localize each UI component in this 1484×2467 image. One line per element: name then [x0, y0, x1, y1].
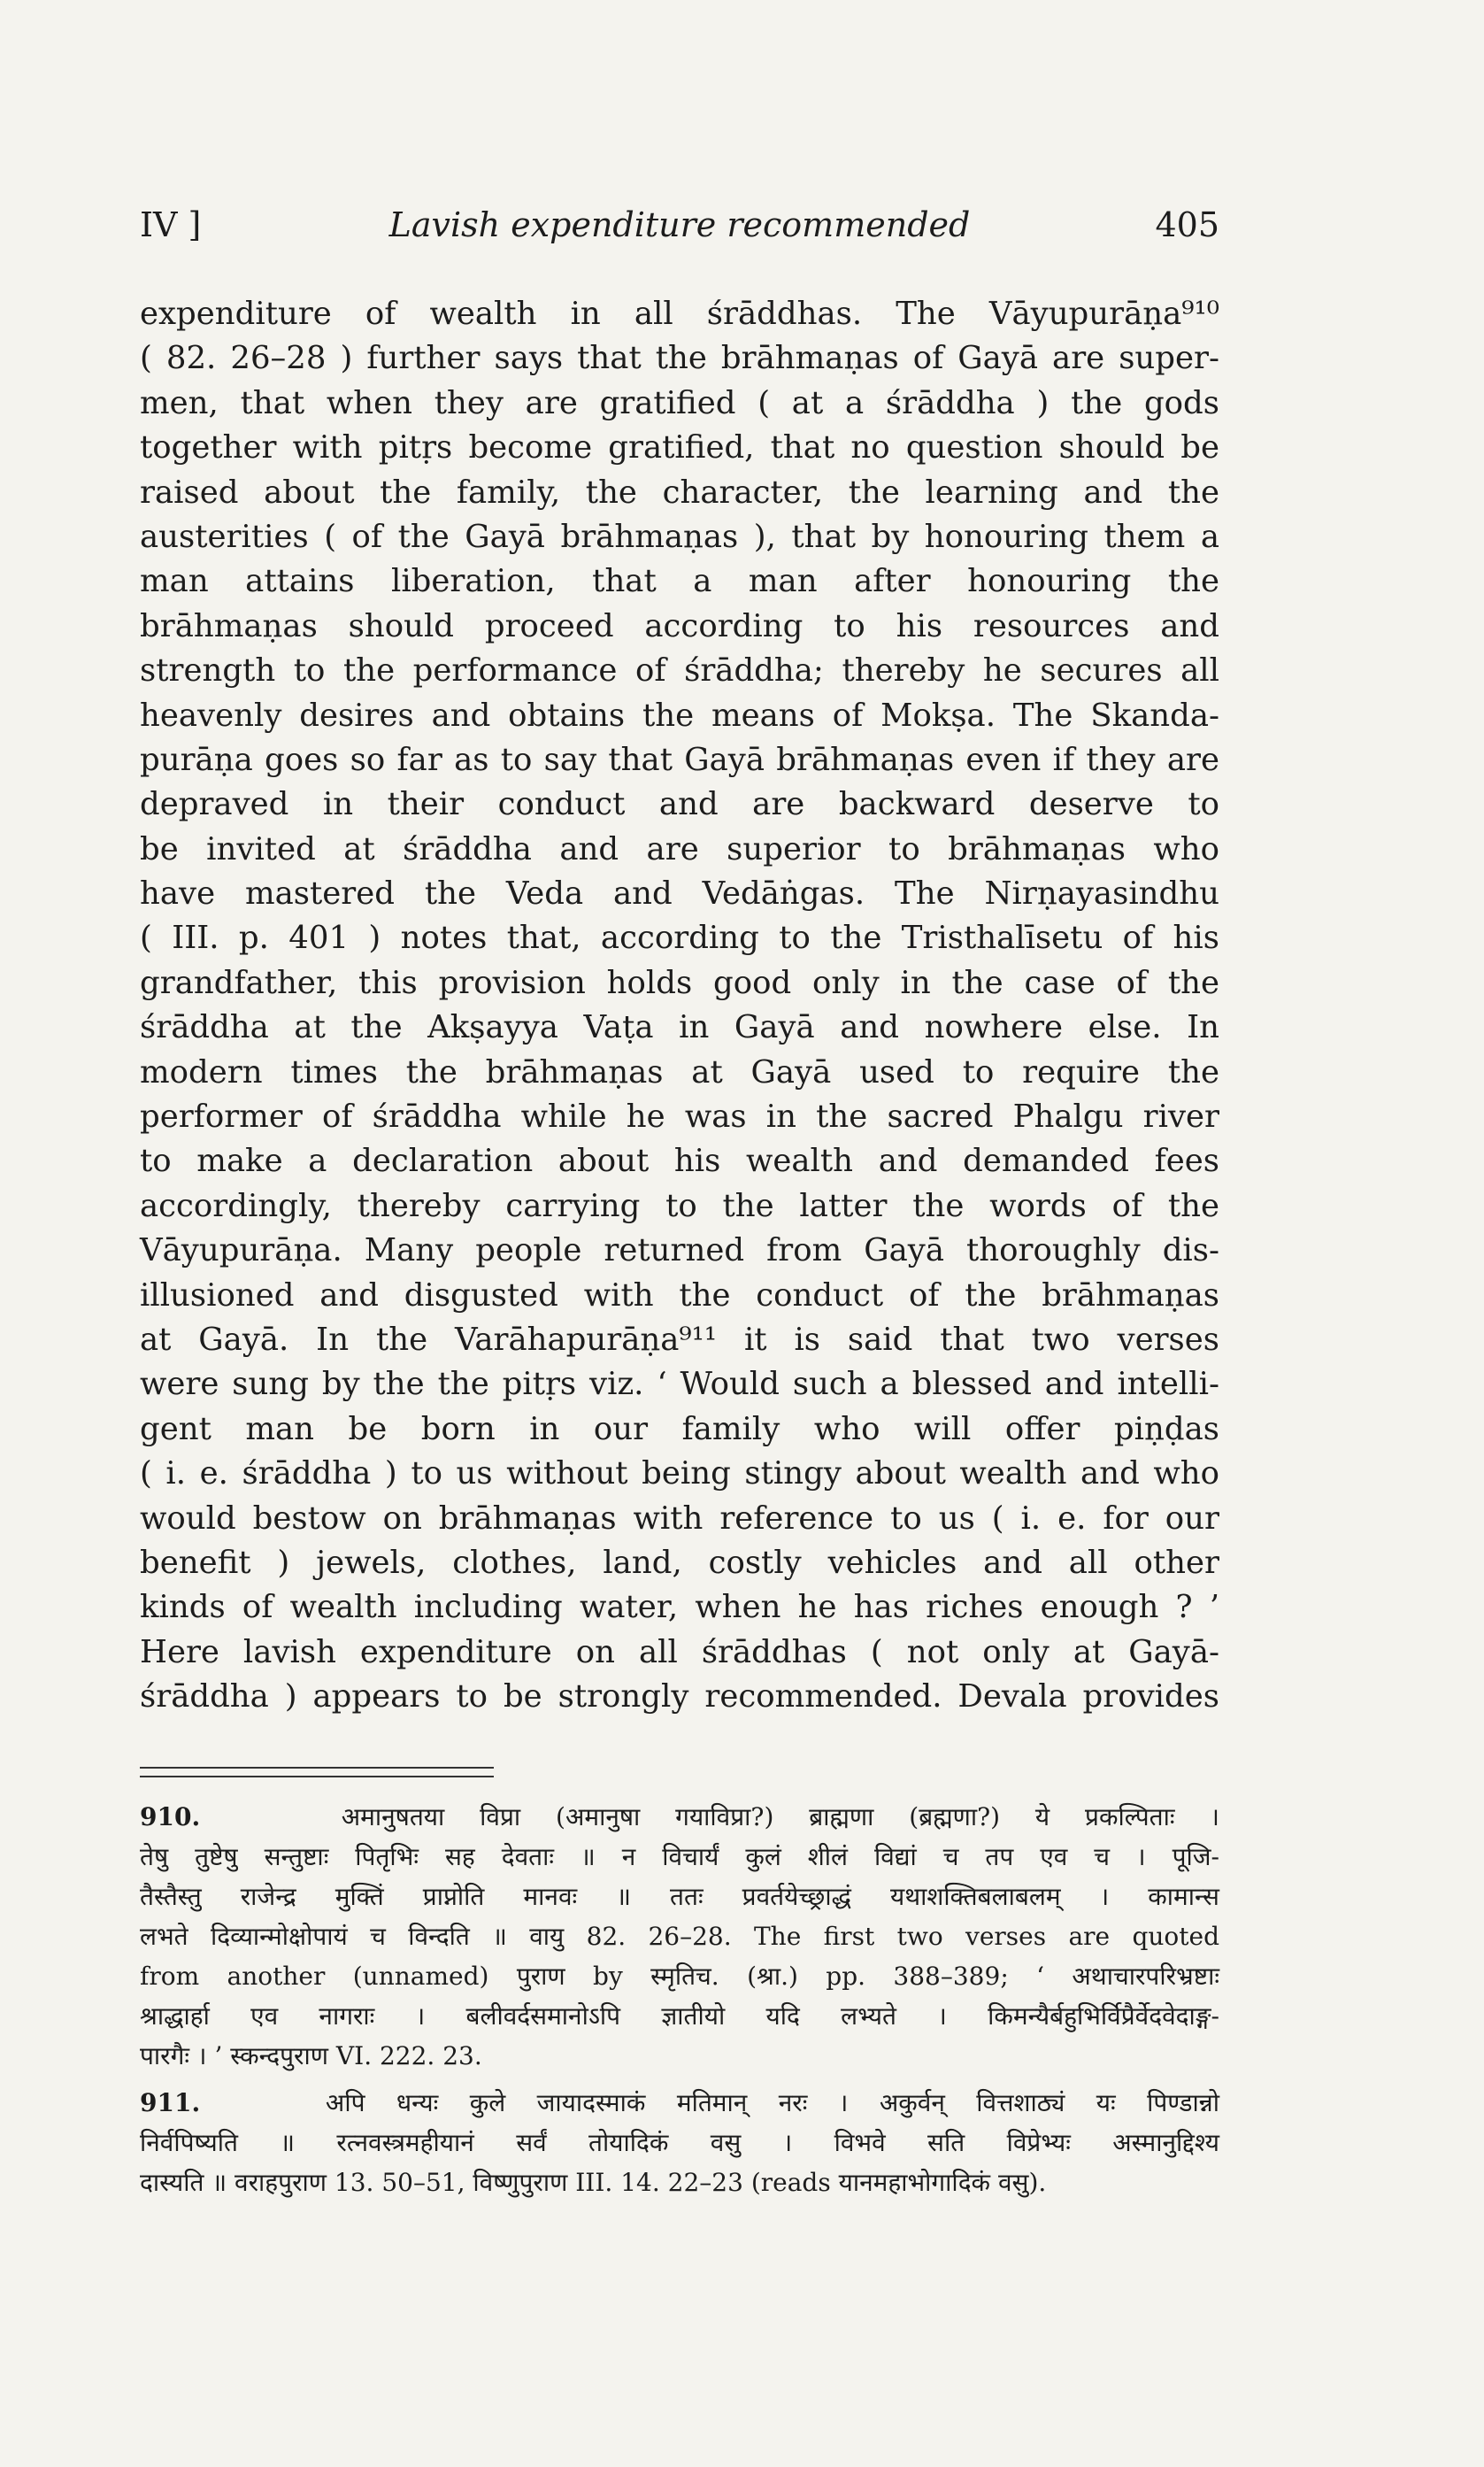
body-line: gent man be born in our family who will offer piṇḍas: [140, 1410, 1219, 1447]
body-line: together with pitṛs become gratified, that no question should be: [140, 429, 1219, 466]
body-line: grandfather, this provision holds good only in the case of the: [140, 964, 1219, 1001]
footnote-number: 911.: [140, 2088, 201, 2117]
footnote-line: [140, 2083, 1219, 2123]
body-line: be invited at śrāddha and are superior to brāhmaṇas who: [140, 830, 1219, 867]
body-line: performer of śrāddha while he was in the sacred Phalgu river: [140, 1099, 1219, 1136]
body-line: śrāddha ) appears to be strongly recommended. Devala provides: [140, 1678, 1219, 1715]
body-line: heavenly desires and obtains the means of Mokṣa. The Skanda-: [140, 697, 1219, 734]
body-line: have mastered the Veda and Vedāṅgas. The Nirṇayasindhu: [140, 875, 1219, 913]
body-line: austerities ( of the Gayā brāhmaṇas ), that by honouring them a: [140, 518, 1219, 555]
body-line: depraved in their conduct and are backward deserve to: [140, 786, 1219, 823]
footnote-line: [140, 1797, 1219, 1837]
body-line: benefit ) jewels, clothes, land, costly vehicles and all other: [140, 1544, 1219, 1581]
footnote-text: अपि धन्यः कुले जायादस्माकं मतिमान् नरः । अकुर्वन् वित्तशाठ्यं यः पिण्डान्नो: [325, 2088, 1220, 2117]
footnote-910: [140, 1797, 1219, 2076]
body-line: purāṇa goes so far as to say that Gayā brāhmaṇas even if they are: [140, 741, 1219, 778]
footnote-text: from another (unnamed) पुराण by स्मृतिच. (श्रा.) pp. 388–389; ‘ अथाचारपरिभ्रष्टाः: [140, 1962, 1219, 1991]
running-title: Lavish expenditure recommended: [388, 205, 971, 244]
footnote-text: दास्यति ॥ वराहपुराण 13. 50–51, विष्णुपुराण III. 14. 22–23 (reads यानमहाभोगादिकं वसु).: [140, 2168, 1047, 2197]
footnote-line: [140, 2162, 1219, 2202]
body-line: illusioned and disgusted with the conduct of the brāhmaṇas: [140, 1276, 1219, 1314]
body-line: would bestow on brāhmaṇas with reference to us ( i. e. for our: [140, 1499, 1219, 1537]
body-line: brāhmaṇas should proceed according to his resources and: [140, 607, 1219, 644]
chapter-marker: IV ]: [140, 205, 202, 244]
body-line: man attains liberation, that a man after honouring the: [140, 563, 1219, 600]
body-line: kinds of wealth including water, when he has riches enough ? ’: [140, 1589, 1219, 1626]
footnote-line: [140, 1877, 1219, 1916]
body-line: to make a declaration about his wealth and demanded fees: [140, 1143, 1219, 1180]
footnote-text: तेषु तुष्टेषु सन्तुष्टाः पितृभिः सह देवताः ॥ न विचार्यं कुलं शीलं विद्यां च तप एव च । पूजि-: [140, 1842, 1219, 1871]
footnote-text: लभते दिव्यान्मोक्षोपायं च विन्दति ॥ वायु 82. 26–28. The first two verses are quoted: [140, 1922, 1219, 1951]
body-line: ( III. p. 401 ) notes that, according to the Tristhalīsetu of his: [140, 920, 1219, 957]
body-line: śrāddha at the Akṣayya Vaṭa in Gayā and nowhere else. In: [140, 1009, 1219, 1046]
body-line: strength to the performance of śrāddha; thereby he secures all: [140, 652, 1219, 690]
footnote-text: तैस्तैस्तु राजेन्द्र मुक्तिं प्राप्नोति मानवः ॥ ततः प्रवर्तयेच्छ्राद्धं यथाशक्तिबलाबलम् । कामान्स: [140, 1882, 1219, 1911]
footnote-rule: [140, 1767, 494, 1777]
body-line: raised about the family, the character, the learning and the: [140, 474, 1219, 511]
main-text: [140, 292, 1219, 1720]
footnote-line: [140, 1837, 1219, 1877]
footnote-text: पारगैः । ’ स्कन्दपुराण VI. 222. 23.: [140, 2041, 482, 2070]
body-line: men, that when they are gratified ( at a śrāddha ) the gods: [140, 384, 1219, 421]
running-header: [140, 205, 1219, 258]
body-line: ( 82. 26–28 ) further says that the brāhmaṇas of Gayā are super-: [140, 340, 1219, 377]
footnote-line: [140, 2036, 1219, 2076]
footnote-line: [140, 1916, 1219, 1956]
footnote-line: [140, 1996, 1219, 2036]
body-line: Vāyupurāṇa. Many people returned from Gayā thoroughly dis-: [140, 1232, 1219, 1269]
footnote-text: श्राद्धार्हा एव नागराः । बलीवर्दसमानोऽपि ज्ञातीयो यदि लभ्यते । किमन्यैर्बहुभिर्विप्रैर्वेदवेदाङ्ग-: [140, 2001, 1219, 2031]
body-line: were sung by the the pitṛs viz. ‘ Would such a blessed and intelli-: [140, 1366, 1219, 1403]
footnote-text: अमानुषतया विप्रा (अमानुषा गयाविप्रा?) ब्राह्मणा (ब्रह्मणा?) ये प्रकल्पिताः ।: [341, 1802, 1219, 1831]
footnote-line: [140, 2123, 1219, 2162]
body-line: at Gayā. In the Varāhapurāṇa⁹¹¹ it is said that two verses: [140, 1321, 1219, 1358]
footnotes: [140, 1797, 1219, 2209]
footnote-number: 910.: [140, 1802, 201, 1831]
body-line: accordingly, thereby carrying to the latter the words of the: [140, 1187, 1219, 1224]
body-line: modern times the brāhmaṇas at Gayā used to require the: [140, 1053, 1219, 1091]
body-line: ( i. e. śrāddha ) to us without being stingy about wealth and who: [140, 1455, 1219, 1492]
footnote-text: निर्वपिष्यति ॥ रत्नवस्त्रमहीयानं सर्वं तोयादिकं वसु । विभवे सति विप्रेभ्यः अस्मानुद्दिश्य: [140, 2128, 1219, 2157]
body-line: expenditure of wealth in all śrāddhas. The Vāyupurāṇa⁹¹⁰: [140, 296, 1219, 332]
footnote-911: [140, 2083, 1219, 2202]
footnote-line: [140, 1956, 1219, 1996]
page-number: 405: [1155, 205, 1219, 244]
body-line: Here lavish expenditure on all śrāddhas ( not only at Gayā-: [140, 1633, 1219, 1670]
